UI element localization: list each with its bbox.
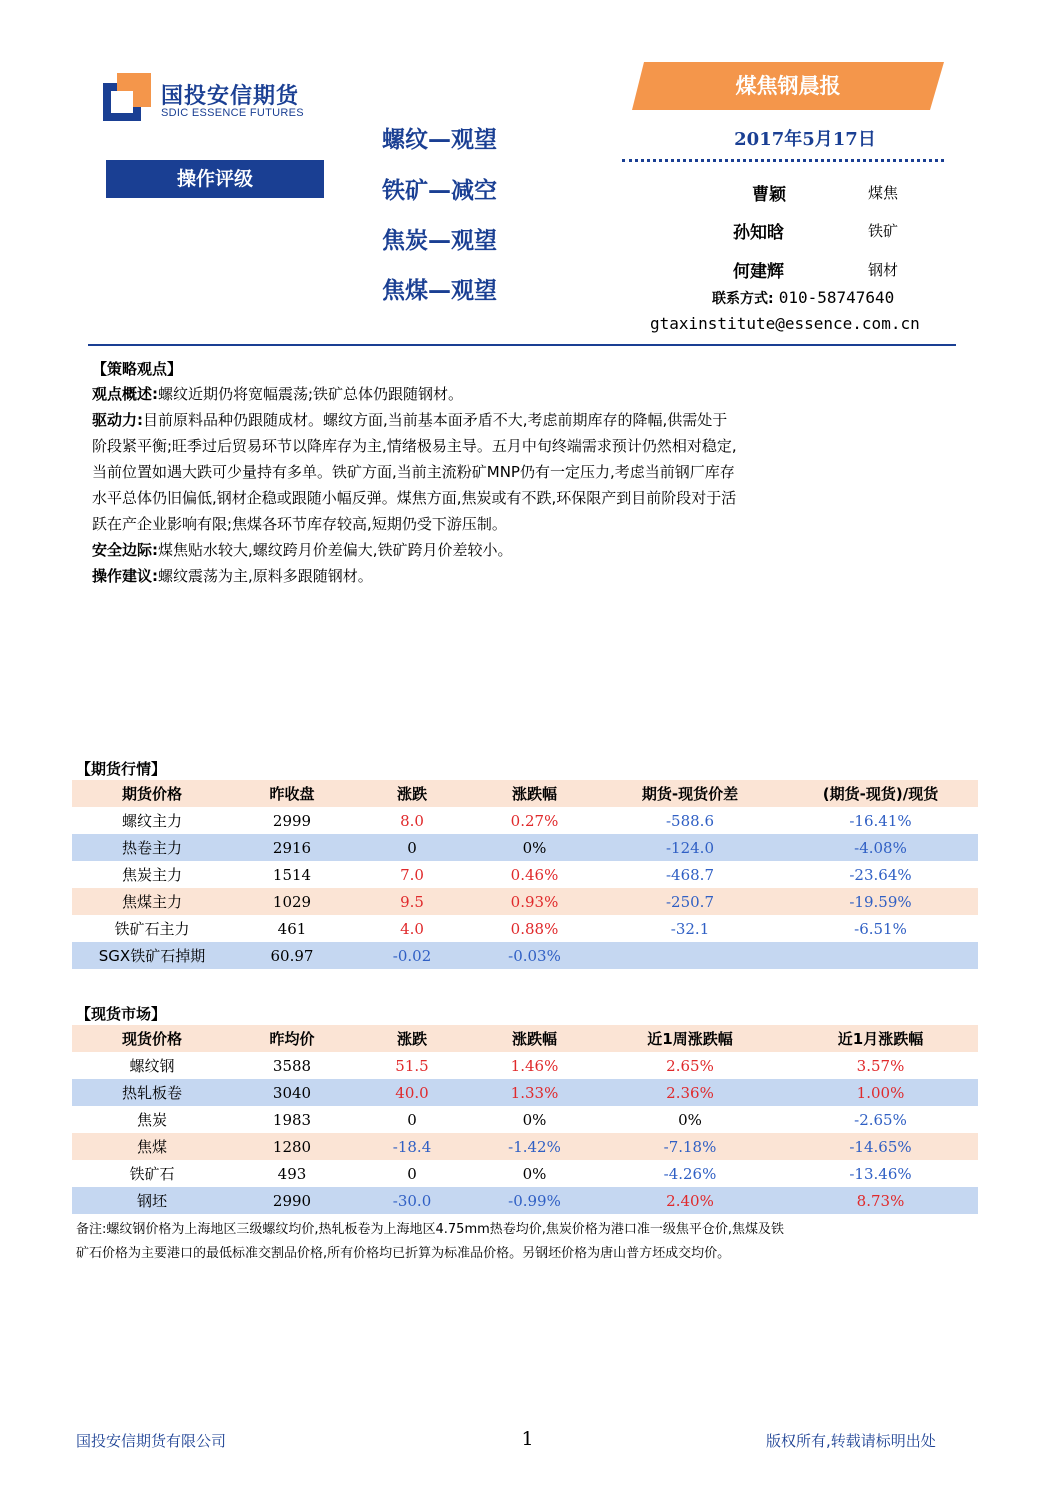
table-cell: -0.03%: [472, 942, 597, 969]
table-cell: 螺纹钢: [129, 1057, 175, 1075]
table-cell: 461: [277, 919, 307, 938]
table-row: [72, 834, 978, 861]
table-cell: -0.99%: [472, 1187, 597, 1214]
table-cell: 0%: [678, 1110, 702, 1129]
column-header: 昨收盘: [232, 780, 352, 807]
table-cell: 钢坯: [72, 1187, 232, 1214]
futures-title: 【期货行情】: [76, 760, 167, 778]
table-cell: 1280: [232, 1133, 352, 1160]
table-cell: -588.6: [665, 811, 714, 830]
column-header: 期货价格: [72, 780, 232, 807]
table-cell: -6.51%: [854, 919, 907, 938]
table-cell: 焦炭: [136, 1111, 167, 1129]
phone-number: 010-58747640: [778, 288, 895, 307]
rating-coking-coal: 焦煤—观望: [382, 278, 497, 304]
table-cell: -124.0: [597, 834, 783, 861]
safety-text: 煤焦贴水较大,螺纹跨月价差偏大,铁矿跨月价差较小。: [158, 541, 513, 559]
table-cell: 0.93%: [472, 888, 597, 915]
note-line: 备注:螺纹钢价格为上海地区三级螺纹均价,热轧板卷为上海地区4.75mm热卷均价,焦炭价格为港口准一级焦平仓价,焦煤及铁: [76, 1222, 785, 1237]
table-cell: -18.4: [352, 1133, 472, 1160]
table-cell: -32.1: [670, 919, 710, 938]
table-cell: 1983: [272, 1110, 312, 1129]
table-cell: -468.7: [665, 865, 714, 884]
column-header: 涨跌: [352, 1025, 472, 1052]
logo-mark-icon: [103, 73, 151, 121]
rating-label-box: 操作评级: [106, 160, 324, 198]
table-row: [72, 861, 978, 888]
contact-label: 联系方式:: [712, 291, 774, 307]
table-row: [72, 1052, 978, 1079]
column-header: 涨跌幅: [472, 780, 597, 807]
contact-phone: [712, 288, 894, 308]
table-cell: -2.65%: [854, 1110, 907, 1129]
footer-copyright: 版权所有,转载请标明出处: [766, 1432, 936, 1450]
table-cell: 1514: [272, 865, 312, 884]
analyst-name: 曹颖: [752, 185, 786, 205]
table-cell: [597, 942, 783, 969]
report-banner: [632, 62, 944, 110]
table-cell: -4.08%: [783, 834, 978, 861]
table-cell: -30.0: [352, 1187, 472, 1214]
column-header: 涨跌: [352, 780, 472, 807]
overview-paragraph: [92, 381, 964, 407]
table-cell: -0.02: [352, 942, 472, 969]
table-cell: 1029: [232, 888, 352, 915]
table-row: [72, 888, 978, 915]
table-cell: -23.64%: [849, 865, 912, 884]
table-cell: 8.0: [400, 811, 424, 830]
table-cell: -16.41%: [849, 811, 912, 830]
table-cell: 8.73%: [783, 1187, 978, 1214]
table-cell: -19.59%: [783, 888, 978, 915]
banner-title: 煤焦钢晨报: [735, 74, 841, 98]
table-cell: -250.7: [597, 888, 783, 915]
table-cell: 铁矿石: [129, 1165, 175, 1183]
analyst-area: 钢材: [868, 261, 899, 279]
table-row: [72, 1160, 978, 1187]
table-cell: 2.40%: [597, 1187, 783, 1214]
table-cell: -4.26%: [663, 1164, 717, 1183]
analyst-name: 孙知晗: [733, 223, 784, 243]
spot-table: [72, 1025, 978, 1214]
table-cell: 4.0: [400, 919, 424, 938]
table-cell: 热卷主力: [72, 834, 232, 861]
report-date: 2017年5月17日: [734, 129, 876, 150]
logo-cn-text: 国投安信期货: [161, 84, 300, 109]
table-row: [72, 1187, 978, 1214]
table-row: [72, 1079, 978, 1106]
company-logo: [103, 73, 313, 125]
table-row: [72, 807, 978, 834]
table-cell: 0.88%: [510, 919, 559, 938]
table-cell: 热轧板卷: [72, 1079, 232, 1106]
table-cell: 2990: [232, 1187, 352, 1214]
table-cell: 焦煤主力: [72, 888, 232, 915]
dotted-divider: [622, 159, 944, 162]
rating-coke: 焦炭—观望: [382, 228, 497, 254]
table-header-row: [72, 780, 978, 807]
table-row: [72, 1106, 978, 1133]
safety-label: 安全边际:: [92, 541, 158, 559]
note-line: 矿石价格为主要港口的最低标准交割品价格,所有价格均已折算为标准品价格。另钢坯价格为唐山普方坯成交均价。: [76, 1246, 731, 1261]
table-cell: 铁矿石主力: [114, 920, 190, 938]
column-header: 现货价格: [72, 1025, 232, 1052]
analyst-area: 铁矿: [868, 222, 899, 240]
table-header-row: [72, 1025, 978, 1052]
column-header: 昨均价: [232, 1025, 352, 1052]
table-cell: 60.97: [232, 942, 352, 969]
overview-text: 螺纹近期仍将宽幅震荡;铁矿总体仍跟随钢材。: [158, 385, 464, 403]
table-cell: [783, 942, 978, 969]
rating-iron-ore: 铁矿—减空: [382, 178, 497, 204]
table-cell: 9.5: [352, 888, 472, 915]
strategy-body: [92, 381, 964, 589]
table-cell: 2.36%: [597, 1079, 783, 1106]
column-header: 近1月涨跌幅: [783, 1025, 978, 1052]
table-row: [72, 1133, 978, 1160]
advice-label: 操作建议:: [92, 567, 158, 585]
table-cell: 0: [407, 1164, 417, 1183]
table-cell: 3040: [232, 1079, 352, 1106]
driver-line: 当前位置如遇大跌可少量持有多单。铁矿方面,当前主流粉矿MNP仍有一定压力,考虑当前钢厂库存: [92, 463, 735, 481]
column-header: 期货-现货价差: [597, 780, 783, 807]
column-header: 近1周涨跌幅: [597, 1025, 783, 1052]
table-cell: 51.5: [395, 1056, 429, 1075]
advice-text: 螺纹震荡为主,原料多跟随钢材。: [158, 567, 373, 585]
header-divider: [88, 344, 956, 346]
table-cell: 0%: [472, 834, 597, 861]
table-cell: 0%: [522, 1164, 547, 1183]
driver-paragraph: [92, 407, 964, 433]
table-cell: 螺纹主力: [121, 812, 182, 830]
table-cell: 0: [407, 1110, 417, 1129]
driver-line: 目前原料品种仍跟随成材。螺纹方面,当前基本面矛盾不大,考虑前期库存的降幅,供需处于: [143, 411, 728, 429]
table-cell: 2916: [232, 834, 352, 861]
table-row: [72, 915, 978, 942]
page-number: 1: [521, 1428, 534, 1450]
rating-rebar: 螺纹—观望: [382, 127, 497, 153]
column-header: (期货-现货)/现货: [783, 780, 978, 807]
overview-label: 观点概述:: [92, 385, 158, 403]
driver-label: 驱动力:: [92, 411, 143, 429]
table-cell: 1.46%: [510, 1056, 559, 1075]
analyst-area: 煤焦: [868, 184, 899, 202]
table-cell: 0: [352, 834, 472, 861]
table-cell: 40.0: [352, 1079, 472, 1106]
logo-en-text: SDIC ESSENCE FUTURES: [161, 107, 304, 119]
table-cell: 1.00%: [783, 1079, 978, 1106]
spot-title: 【现货市场】: [76, 1005, 167, 1023]
driver-line: 水平总体仍旧偏低,钢材企稳或跟随小幅反弹。煤焦方面,焦炭或有不跌,环保限产到目前阶段对于活: [92, 489, 737, 507]
table-cell: 3588: [272, 1056, 312, 1075]
table-cell: SGX铁矿石掉期: [72, 942, 232, 969]
table-row: [72, 942, 978, 969]
table-cell: 493: [277, 1164, 307, 1183]
table-cell: 焦炭主力: [121, 866, 182, 884]
table-cell: -14.65%: [783, 1133, 978, 1160]
futures-table: [72, 780, 978, 969]
column-header: 涨跌幅: [472, 1025, 597, 1052]
table-cell: -7.18%: [597, 1133, 783, 1160]
table-cell: -1.42%: [472, 1133, 597, 1160]
table-cell: 2.65%: [666, 1056, 714, 1075]
contact-email[interactable]: gtaxinstitute@essence.com.cn: [650, 314, 920, 333]
table-cell: 0%: [522, 1110, 547, 1129]
table-cell: 1.33%: [472, 1079, 597, 1106]
table-cell: 焦煤: [72, 1133, 232, 1160]
footer-company: 国投安信期货有限公司: [76, 1432, 227, 1450]
table-note: [76, 1218, 956, 1266]
table-cell: 0.27%: [510, 811, 559, 830]
advice-paragraph: [92, 563, 964, 589]
analyst-name: 何建辉: [733, 262, 784, 282]
table-cell: 7.0: [400, 865, 424, 884]
table-cell: 3.57%: [856, 1056, 905, 1075]
safety-paragraph: [92, 537, 964, 563]
driver-line: 阶段紧平衡;旺季过后贸易环节以降库存为主,情绪极易主导。五月中旬终端需求预计仍然相对稳定,: [92, 437, 737, 455]
table-cell: 0.46%: [510, 865, 559, 884]
strategy-title: 【策略观点】: [92, 360, 183, 378]
table-cell: 2999: [272, 811, 312, 830]
driver-line: 跃在产企业影响有限;焦煤各环节库存较高,短期仍受下游压制。: [92, 515, 507, 533]
table-cell: -13.46%: [849, 1164, 912, 1183]
